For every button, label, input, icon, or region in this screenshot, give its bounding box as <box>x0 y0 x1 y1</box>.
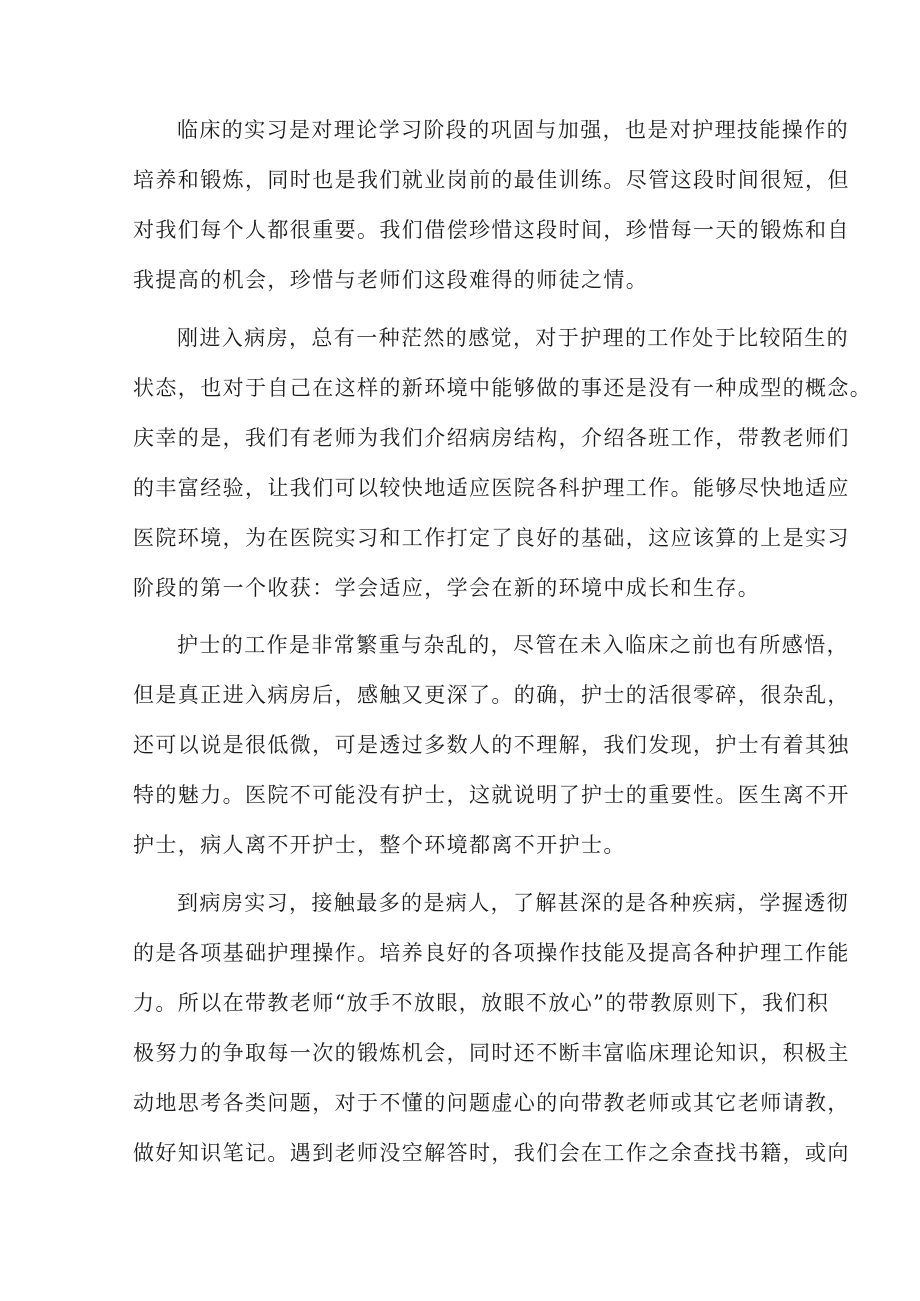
paragraph-1-line-4: 我提高的机会，珍惜与老师们这段难得的师徒之情。 <box>133 268 649 292</box>
paragraph-2-line-2: 状态，也对于自己在这样的新环境中能够做的事还是没有一种成型的概念。 <box>133 376 873 400</box>
paragraph-2-line-6: 阶段的第一个收获：学会适应，学会在新的环境中成长和生存。 <box>133 576 761 600</box>
paragraph-2-line-1: 刚进入病房，总有一种茫然的感觉，对于护理的工作处于比较陌生的 <box>177 326 849 350</box>
paragraph-1-line-1: 临床的实习是对理论学习阶段的巩固与加强，也是对护理技能操作的 <box>177 118 849 142</box>
paragraph-2-line-5: 医院环境，为在医院实习和工作打定了良好的基础，这应该算的上是实习 <box>133 526 850 550</box>
paragraph-3-line-2: 但是真正进入病房后，感触又更深了。的确，护士的活很零碎，很杂乱， <box>133 683 850 707</box>
paragraph-3-line-3: 还可以说是很低微，可是透过多数人的不理解，我们发现，护士有着其独 <box>133 733 850 757</box>
paragraph-3-line-1: 护士的工作是非常繁重与杂乱的，尽管在未入临床之前也有所感悟， <box>177 633 849 657</box>
paragraph-4-line-3: 力。所以在带教老师“放手不放眼，放眼不放心”的带教原则下，我们积 <box>133 991 830 1015</box>
paragraph-4-line-2: 的是各项基础护理操作。培养良好的各项操作技能及提高各种护理工作能 <box>133 941 850 965</box>
paragraph-1-line-3: 对我们每个人都很重要。我们借偿珍惜这段时间，珍惜每一天的锻炼和自 <box>133 218 850 242</box>
paragraph-1-line-2: 培养和锻炼，同时也是我们就业岗前的最佳训练。尽管这段时间很短，但 <box>133 168 850 192</box>
paragraph-4-line-1: 到病房实习，接触最多的是病人，了解甚深的是各种疾病，学握透彻 <box>177 891 849 915</box>
paragraph-2-line-3: 庆幸的是，我们有老师为我们介绍病房结构，介绍各班工作，带教老师们 <box>133 426 850 450</box>
paragraph-2-line-4: 的丰富经验，让我们可以较快地适应医院各科护理工作。能够尽快地适应 <box>133 476 850 500</box>
paragraph-3-line-5: 护士，病人离不开护士，整个环境都离不开护士。 <box>133 833 626 857</box>
paragraph-4-line-5: 动地思考各类问题，对于不懂的问题虚心的向带教老师或其它老师请教， <box>133 1091 850 1115</box>
paragraph-4-line-6: 做好知识笔记。遇到老师没空解答时，我们会在工作之余查找书籍，或向 <box>133 1141 850 1165</box>
paragraph-4-line-4: 极努力的争取每一次的锻炼机会，同时还不断丰富临床理论知识，积极主 <box>133 1041 850 1065</box>
paragraph-3-line-4: 特的魅力。医院不可能没有护士，这就说明了护士的重要性。医生离不开 <box>133 783 850 807</box>
